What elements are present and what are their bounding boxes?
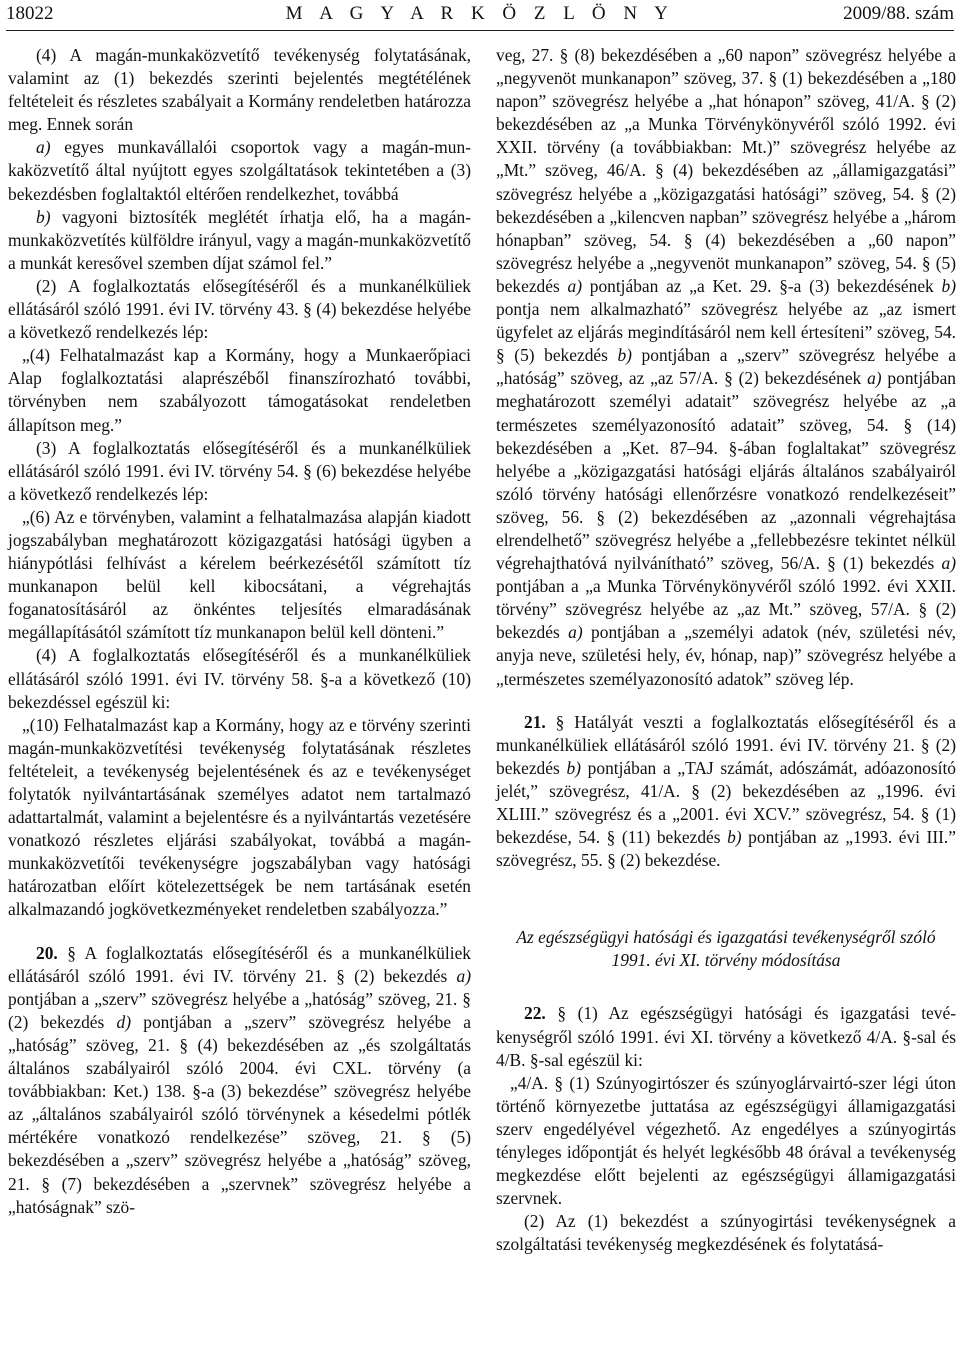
point-label: a): [36, 137, 51, 158]
paragraph-text: veg, 27. § (8) bekezdésében a „60 napon” szövegrész helyébe a „negyvenöt munkanapon” szöveg, 37. § (1) bekezdésében a „180 napon” szövegrész helyébe a „hat hónapon” szöveg, 41/A. § (2) bekezdésében az „a Munka Törvénykönyvéről szóló 1992. évi XXII. törvény (a továbbiakban: Mt.)” szövegrész helyébe az „Mt.” szöveg, 46/A. § (4) bekezdésében az „államigazgatási” szövegrész helyébe a „közigazgatási hatósági” szöveg, 54. § (2) bekezdésében a „kilencven napban” szövegrész helyébe a „három hónapban” szöveg, 54. § (4) bekezdésében a „60 napon” szövegrész helyébe a „negyvenöt munkanapon” szöveg, 54. § (5) bekezdés: [496, 45, 956, 296]
point-label: d): [116, 1011, 132, 1032]
page-header: [6, 0, 954, 31]
paragraph-text: § Hatályát veszti a foglalkoztatás elősegítéséről és a munkanélküliek ellátásáról szóló 1991. évi IV. törvény 21. § (2) bekezdés: [496, 711, 956, 778]
paragraph-text: pontjában meghatározott személyi adatait” szövegrész helyébe az „a természetes személyazonosító adatait” szöveg, 54. § (14) bekezdésében a „Ket. 87–94. §-ában foglaltakat” szövegrész helyébe a „közigazgatási hatósági eljárás általános szabályairól szóló törvény hatósági ellenőrzésre vonatkozó rendelkezéseit” szöveg, 56. § (2) bekezdésében az „azonnali végrehajtása elrendelhető” szövegrész helyébe a „fellebbezésre tekintet nélkül végrehajthatóvá nyilvánítható” szöveg, 56/A. § (1) bekezdés: [496, 368, 956, 574]
section-paragraph: [496, 1002, 956, 1071]
quoted-provision: „4/A. § (1) Szúnyogirtószer és szúnyoglárvairtó-szer légi úton történő környezetbe juttatása az egészségügyi államigazgatási szerv engedélyével végezhető. Az engedélyes a szúnyogirtás tényleges időpontját és helyét legkésőbb 48 órával a tevékenység megkezdése előtt bejelenti az egészségügyi államigazgatási szervnek.: [496, 1072, 956, 1209]
paragraph-text: egyes munkavállalói csoportok vagy a magán-munkaközvetítő által nyújtott egyes szolgáltatások tekintetében a (3) bekezdésben foglaltaktól eltérően rendelkezhet, továbbá: [8, 137, 471, 204]
paragraph: [496, 44, 956, 691]
quoted-provision: „(10) Felhatalmazást kap a Kormány, hogy az e törvény szerinti magán-munkaközvetítési tevékenység folytatásának részletes feltételeit, a tevékenység bejelentésének és az e tevékenységet folytatók nyilvántartásának személyes adatot nem tartalmazó adattartalmát, valamint a bejelentésre és a nyilvántartás vezetésére vonatkozó részletes eljárási szabályokat, továbbá a magán-munkaközvetítői tevékenységre jogszabályban vagy hatósági határozatban előírt kötelezettségek be nem tartásának esetén alkalmazandó jogkövetkezményeket rendeletben szabályozza.”: [8, 714, 471, 920]
point-label: a): [456, 965, 471, 986]
left-column: [8, 44, 471, 1219]
point-label: b): [566, 757, 581, 778]
paragraph: (3) A foglalkoztatás elősegítéséről és a munkanélküliek ellátásáról szóló 1991. évi IV. törvény 54. § (6) bekezdése helyébe a következő rendelkezés lép:: [8, 437, 471, 504]
point-label: b): [617, 345, 632, 366]
point-label: b): [727, 827, 742, 848]
paragraph-text: pontjában a „szerv” szövegrész helyébe a „hatóság” szöveg, az „az 57/A. § (2) bekezdésének: [496, 345, 956, 389]
paragraph-text: pontjában a „szerv” szövegrész helyébe a „hatóság” szöveg, 21. § (4) bekezdésében az „és szolgáltatás általános szabályairól szóló 2004. évi CXL. törvény (a továbbiakban: Ket.) 138. §-a (3) bekezdése” szövegrész helyébe az „általános szabályairól szóló törvénynek a késedelmi pótlék mértékére vonatkozó rendelkezése” szöveg, 21. § (5) bekezdésében a „szerv” szövegrész helyébe a „hatóság” szöveg, 21. § (7) bekezdésében a „szervnek” szövegrész helyébe a „hatóságnak” szö-: [8, 1011, 472, 1217]
paragraph-text: pontja nem alkalmazható” szövegrész helyébe az „az ismert ügyfelet az eljárás megindításáról nem kell értesíteni” szöveg, 54. § (5) bekezdés: [496, 299, 956, 366]
right-column: [496, 44, 956, 1257]
section-number: 20.: [36, 942, 58, 963]
section-number: 22.: [524, 1003, 546, 1024]
point-label: b): [941, 275, 957, 296]
paragraph: [8, 136, 471, 205]
paragraph: (2) Az (1) bekezdést a szúnyogirtási tevékenységnek a szolgáltatási tevékenység megkezdésének és folytatásá-: [496, 1211, 956, 1255]
paragraph-text: pontjában az „a Ket. 29. §-a (3) bekezdésének: [582, 275, 942, 296]
paragraph-text: pontjában a „személyi adatok (név, születési név, anyja neve, születési hely, év, hónap, nap)” szövegrész helyébe a „természetes személyazonosító adatok” szöveg lép.: [496, 622, 956, 689]
point-label: a): [867, 368, 882, 389]
quoted-provision: „(6) Az e törvényben, valamint a felhatalmazása alapján kiadott jogszabályban meghatározott közigazgatási hatósági ügyben a hiánypótlási felhívást a kérelem beérkezésétől számított tíz munkanapon belül kell kibocsátani, a végrehajtás foganatosításáról az önkéntes teljesítés elmaradásának megállapításától számított tíz munkanapon belül kell dönteni.”: [8, 506, 471, 643]
paragraph-text: pontjában a „TAJ számát, adószámát, adóazonosító jelét,” szövegrész, 41/A. § (2) bekezdésében az „1996. évi XLIII.” szövegrész és a „2001. évi XCV.” szövegrész, 54. § (1) bekezdése, 54. § (11) bekezdés: [496, 757, 956, 848]
section-paragraph: [496, 711, 956, 873]
quoted-provision: „(4) Felhatalmazást kap a Kormány, hogy a Munkaerőpiaci Alap foglalkoztatási alaprészéből finanszírozható további, törvényben nem szabályozott támogatásokat rendeletben állapítson meg.”: [8, 345, 471, 435]
point-label: a): [568, 622, 583, 643]
paragraph-text: § (1) Az egészségügyi hatósági és igazgatási tevékenységről szóló 1991. évi XI. törvény a következő 4/A. §-sal és 4/B. §-sal egészül ki:: [496, 1003, 956, 1070]
point-label: b): [36, 206, 51, 227]
paragraph-text: pontjában az „1993. évi III.” szövegrész, 55. § (2) bekezdése.: [496, 827, 956, 871]
point-label: a): [567, 275, 582, 296]
paragraph: (4) A foglalkoztatás elősegítéséről és a munkanélküliek ellátásáról szóló 1991. évi IV. törvény 58. §-a a következő (10) bekezdéssel egészül ki:: [8, 645, 471, 712]
paragraph: [8, 206, 471, 275]
paragraph-text: pontjában a „a Munka Törvénykönyvéről szóló 1992. évi XXII. törvény” szövegrész helyébe az „az Mt.” szöveg, 57/A. § (2) bekezdés: [496, 576, 956, 643]
paragraph: (4) A magán-munkaközvetítő tevékenység folytatásának, valamint az (1) bekezdés szerinti bejelentés megtétélének feltételeit és részletes szabályait a Kormány rendeletben határozza meg. Ennek során: [8, 45, 471, 135]
paragraph: (2) A foglalkoztatás elősegítéséről és a munkanélküliek ellátásáról szóló 1991. évi IV. törvény 43. § (4) bekezdése helyébe a következő rendelkezés lép:: [8, 275, 471, 343]
page-number: 18022: [6, 3, 54, 24]
paragraph-text: pontjában a „szerv” szövegrész helyébe a „hatóság” szöveg, 21. § (2) bekezdés: [8, 988, 471, 1032]
section-title: Az egészségügyi hatósági és igazgatási tevékenységről szóló 1991. évi XI. törvény módosítása: [516, 927, 936, 971]
section-paragraph: [8, 942, 471, 1219]
issue-number: 2009/88. szám: [843, 3, 954, 24]
section-number: 21.: [524, 711, 546, 732]
paragraph-text: vagyoni biztosíték meglétét írhatja elő, ha a magán-munkaközvetítés külföldre irányul, vagy a magán-munkaközvetítő a munkát keresővel szemben díjat számol fel.”: [8, 206, 471, 273]
paragraph-text: § A foglalkoztatás elősegítéséről és a munkanélküliek ellátásáról szóló 1991. évi IV. törvény 21. § (2) bekezdés: [8, 942, 471, 986]
journal-title: M A G Y A R K Ö Z L Ö N Y: [285, 3, 675, 24]
point-label: a): [941, 553, 956, 574]
